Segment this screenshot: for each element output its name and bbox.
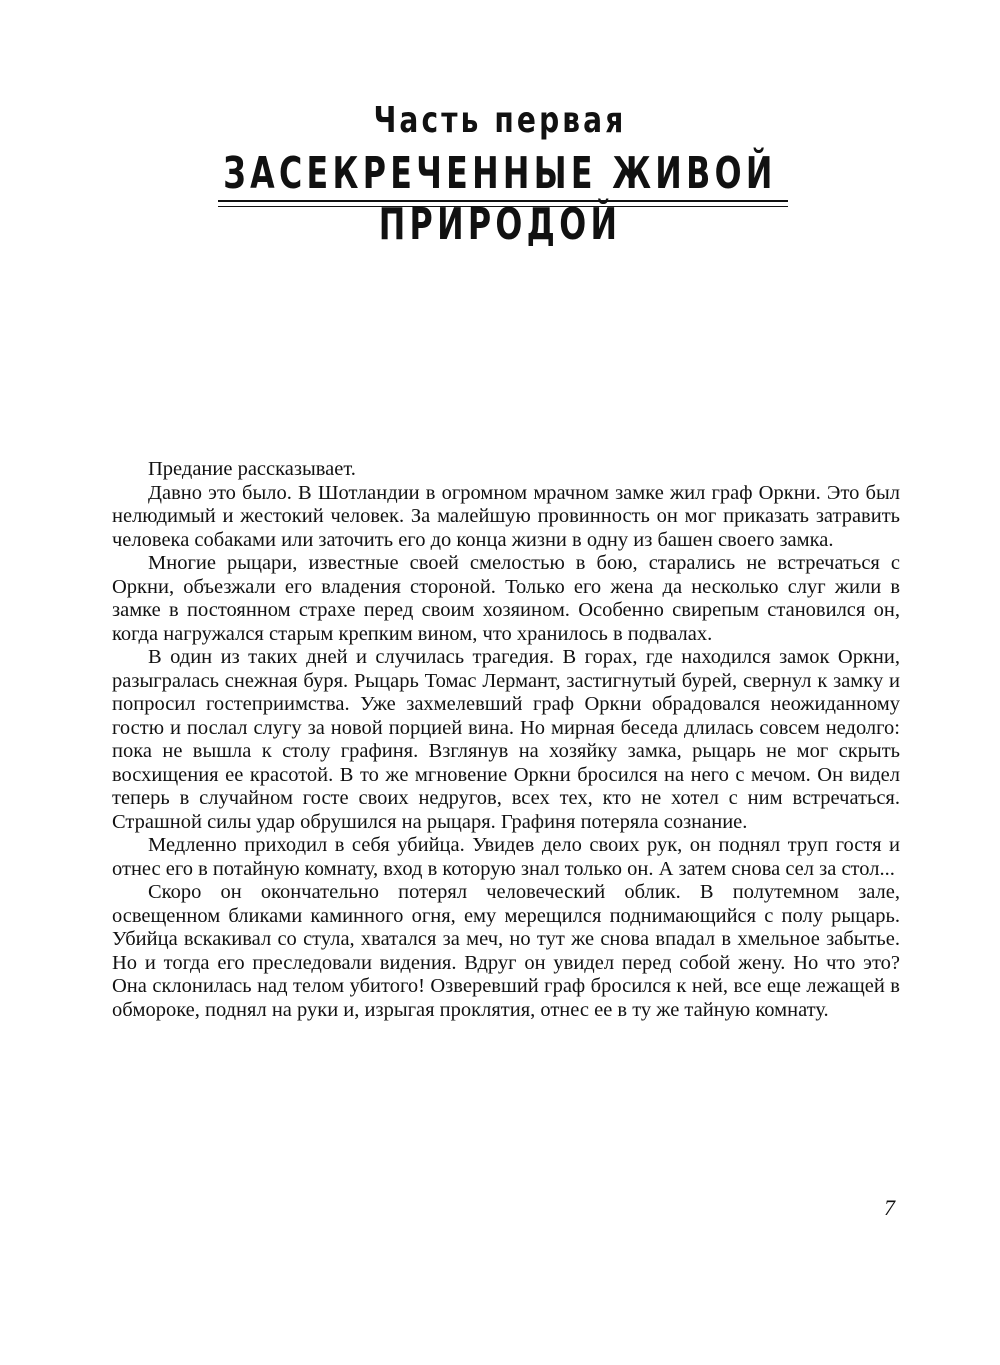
paragraph: Медленно приходил в себя убийца. Увидев дело своих рук, он поднял труп гостя и отнес его в потайную комнату, вход в которую знал только он. А затем снова сел за стол... bbox=[112, 834, 900, 880]
title-rule-thin bbox=[218, 206, 788, 207]
paragraph: Многие рыцари, известные своей смелостью в бою, старались не встречаться с Оркни, объезжали его владения стороной. Только его жена да несколько слуг жили в замке в постоянном страхе перед своим хозяином. Особенно свирепым становился он, когда нагружался старым крепким вином, что хранилось в подвалах. bbox=[112, 552, 900, 645]
page-number: 7 bbox=[884, 1195, 895, 1220]
title-rule-thick bbox=[218, 200, 788, 202]
part-title: Часть первая bbox=[373, 100, 627, 141]
section-title: ЗАСЕКРЕЧЕННЫЕ ЖИВОЙ ПРИРОДОЙ bbox=[223, 148, 777, 250]
paragraph: Скоро он окончательно потерял человеческий облик. В полутемном зале, освещенном бликами каминного огня, ему мерещился поднимающийся с полу рыцарь. Убийца вскакивал со стула, хватался за меч, но тут же снова впадал в хмельное забытье. Но и тогда его преследовали видения. Вдруг он увидел перед собой жену. Но что это? Она склонилась над телом убитого! Озверевший граф бросился к ней, все еще лежащей в обмороке, поднял на руки и, изрыгая проклятия, отнес ее в ту же тайную комнату. bbox=[112, 881, 900, 1021]
body-text bbox=[112, 458, 900, 1022]
paragraph: Давно это было. В Шотландии в огромном мрачном замке жил граф Оркни. Это был нелюдимый и жестокий человек. За малейшую провинность он мог приказать затравить человека собаками или заточить его до конца жизни в одну из башен своего замка. bbox=[112, 481, 900, 551]
paragraph: В один из таких дней и случилась трагедия. В горах, где находился замок Оркни, разыгралась снежная буря. Рыцарь Томас Лермант, застигнутый бурей, свернул к замку и попросил гостеприимства. Уже захмелевший граф Оркни обрадовался неожиданному гостю и послал слугу за новой порцией вина. Но мирная беседа длилась совсем недолго: пока не вышла к столу графиня. Взглянув на хозяйку замка, рыцарь не мог скрыть восхищения ее красотой. В то же мгновение Оркни бросился на него с мечом. Он видел теперь в случайном госте своих недругов, всех тех, кто не хотел с ним встречаться. Страшной силы удар обрушился на рыцаря. Графиня потеряла сознание. bbox=[112, 646, 900, 833]
paragraph: Предание рассказывает. bbox=[148, 458, 356, 480]
